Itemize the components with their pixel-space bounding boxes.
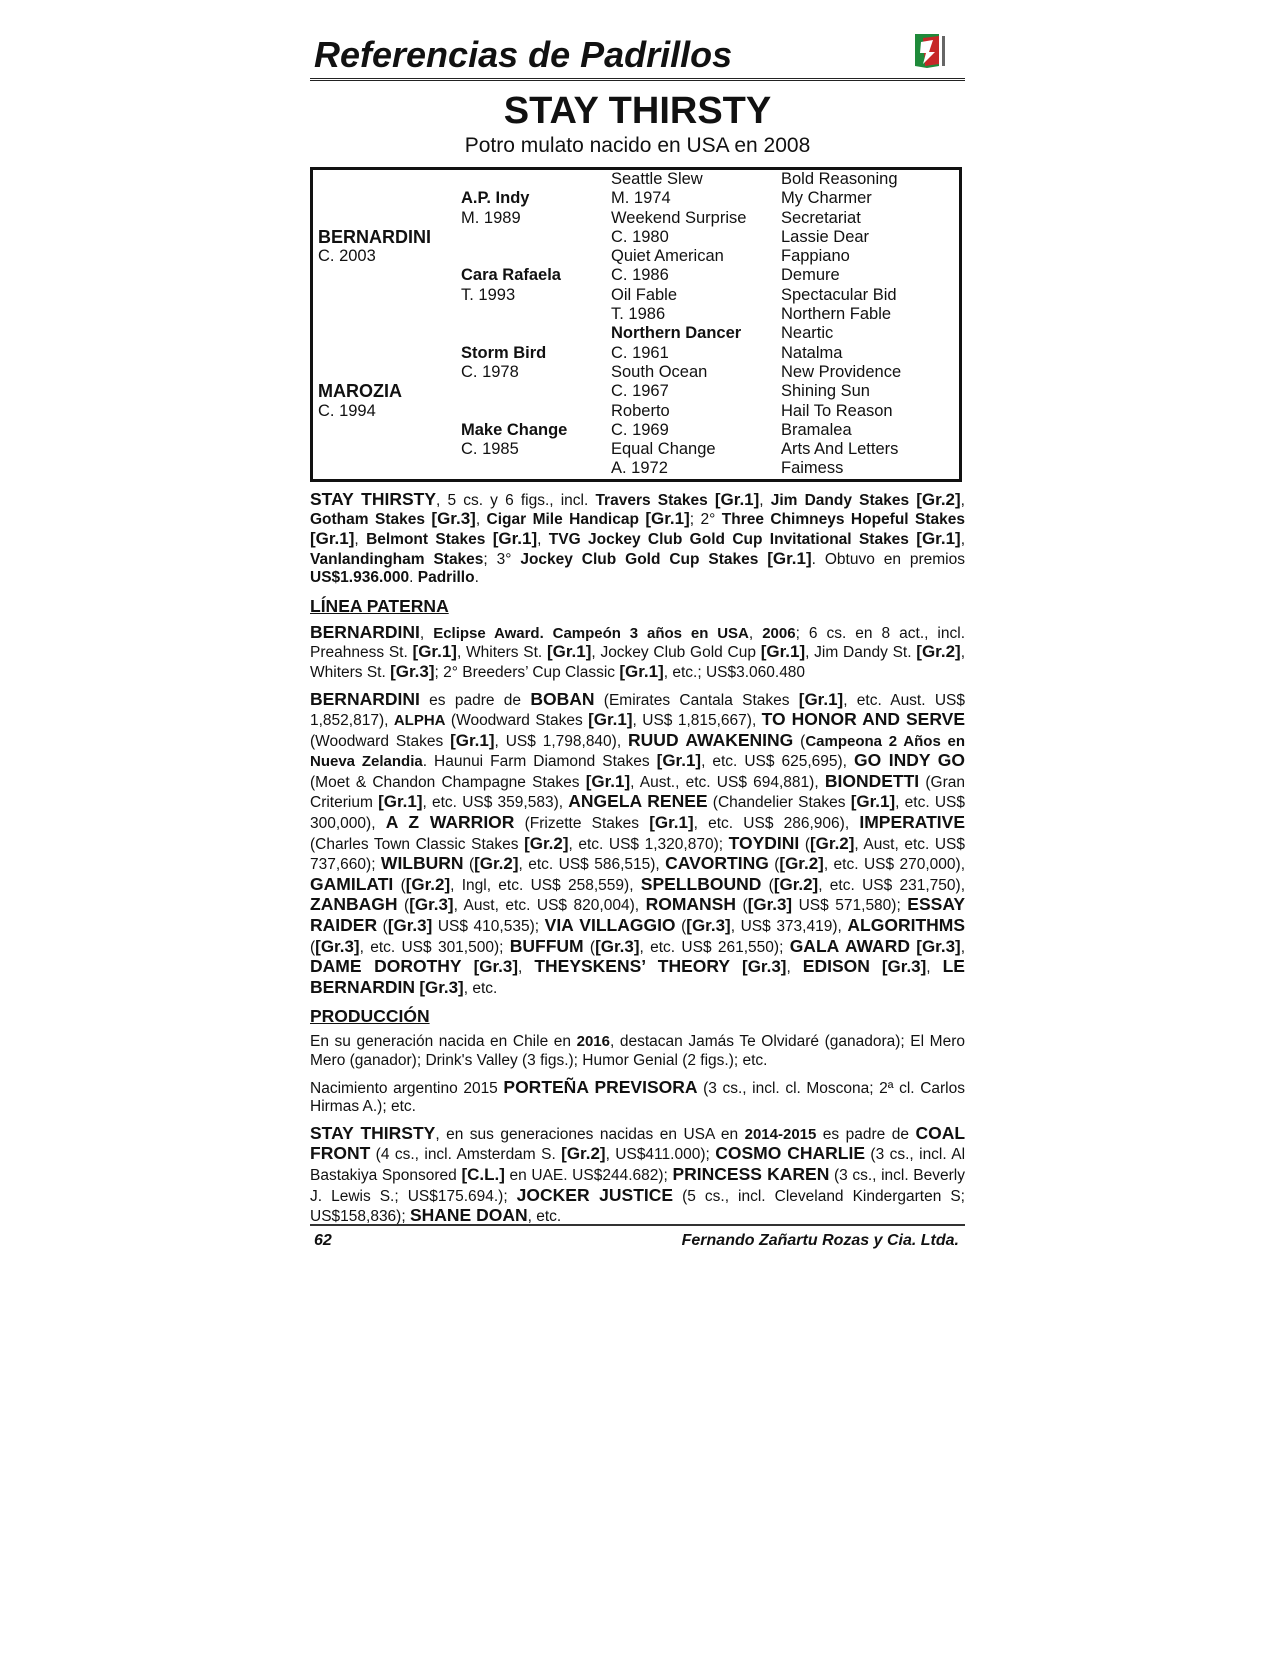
text-run: , <box>786 959 803 977</box>
horse-name: STAY THIRSTY <box>503 90 772 132</box>
grade-label: [Gr.1] <box>378 792 423 812</box>
pedigree-dam-dam-info: C. 1985 <box>461 440 519 459</box>
pedigree-sire-info: C. 2003 <box>318 247 376 266</box>
pedigree-cell: New Providence <box>781 362 902 381</box>
text-run: . Haunui Farm Diamond Stakes <box>422 753 657 771</box>
pedigree-cell: Roberto <box>611 401 670 420</box>
grade-label: [Gr.2] <box>474 854 519 874</box>
pedigree-dam-dam: Make Change <box>461 420 568 439</box>
footer-company: Fernando Zañartu Rozas y Cia. Ltda. <box>681 1232 959 1249</box>
text-run: ( <box>397 897 410 915</box>
horse-name-ref: GAMILATI <box>310 873 394 894</box>
pedigree-cell: Northern Dancer <box>611 324 742 343</box>
pedigree-sire-sire: A.P. Indy <box>461 189 530 208</box>
grade-label: [Gr.2] <box>779 854 824 874</box>
text-run: ( <box>736 897 748 915</box>
text-run: , etc. US$ 359,583), <box>422 794 569 812</box>
horse-name-ref: GALA AWARD <box>789 935 910 956</box>
text-run: Campeona 2 Años en Nueva Zelandia <box>310 732 966 771</box>
horse-name-ref: DAME DOROTHY <box>310 956 462 977</box>
page-content <box>310 28 965 1234</box>
text-run: ( <box>463 856 475 874</box>
horse-name-ref: SPELLBOUND <box>640 873 762 894</box>
grade-label: [Gr.3] <box>315 936 360 956</box>
text-run: (Woodward Stakes <box>310 732 451 750</box>
text-run: (Frizette Stakes <box>514 815 650 833</box>
grade-label: [Gr.2] <box>773 874 819 894</box>
horse-name-ref: RUUD AWAKENING <box>628 729 794 750</box>
text-run: 2014-2015 <box>744 1125 817 1143</box>
pedigree-cell: M. 1974 <box>611 189 671 208</box>
text-run: (Charles Town Classic Stakes <box>310 835 525 853</box>
logo-icon <box>909 32 951 70</box>
grade-label: [Gr.3] <box>387 916 433 936</box>
pedigree-cell: Demure <box>781 266 840 285</box>
grade-label: [Gr.2] <box>561 1144 606 1164</box>
text-run: ( <box>393 876 406 894</box>
horse-name-ref: TO HONOR AND SERVE <box>761 709 965 730</box>
text-run: ( <box>675 918 687 936</box>
pedigree-cell: South Ocean <box>611 362 708 381</box>
horse-name-ref: LE BERNARDIN <box>310 956 965 997</box>
text-run: , etc. US$ 286,906), <box>693 815 860 833</box>
horse-name-ref: ROMANSH <box>645 894 736 915</box>
grade-label: [Gr.3] <box>916 936 961 956</box>
text-run: (5 cs., incl. Cleveland Kindergarten S; US$158,836); <box>310 1187 965 1226</box>
horse-name-ref: ALGORITHMS <box>847 915 966 936</box>
text-run: ( <box>583 938 596 956</box>
text-run: (4 cs., incl. Amsterdam S. <box>370 1146 562 1164</box>
text-run: ( <box>377 918 388 936</box>
horse-name-ref: THEYSKENS’ THEORY <box>534 956 731 977</box>
text-run: (3 cs., incl. Beverly J. Lewis S.; US$175.694.); <box>310 1166 965 1205</box>
text-run <box>870 959 882 976</box>
pedigree-cell: C. 1969 <box>611 420 669 439</box>
pedigree-cell: Weekend Surprise <box>611 208 747 227</box>
pedigree-cell: Quiet American <box>611 247 724 266</box>
grade-label: [Gr.3] <box>686 916 731 936</box>
horse-name-ref: TOYDINI <box>728 832 800 853</box>
grade-label: [Gr.1] <box>649 813 694 833</box>
text-run: , US$ 373,419), <box>730 918 848 936</box>
grade-label: [Gr.2] <box>405 874 451 894</box>
text-run: , etc. US$ 1,320,870); <box>568 835 729 853</box>
text-run: ( <box>799 835 811 853</box>
text-run: , etc. US$ 300,000), <box>310 794 966 833</box>
section-title-paternal: LÍNEA PATERNA <box>310 595 449 616</box>
text-run <box>462 959 474 976</box>
pedigree-sire-dam-info: T. 1993 <box>461 285 516 304</box>
horse-subtitle: Potro mulato nacido en USA en 2008 <box>464 134 811 157</box>
production-chile: En su generación nacida en Chile en 2016, destacan Jamás Te Olvidaré (ganadora); El Mero Mero (ganador); Drink's Valley (3 figs.); Humor Genial (2 figs.); etc. <box>310 1033 965 1069</box>
pedigree-cell: Hail To Reason <box>781 401 893 420</box>
text-run: , etc. <box>527 1208 562 1226</box>
text-run: (3 cs., incl. Al Bastakiya Sponsored <box>310 1146 966 1184</box>
pedigree-cell: T. 1986 <box>611 305 666 324</box>
horse-name-ref: BOBAN <box>530 688 595 709</box>
text-run: , US$ 1,815,667), <box>632 712 762 730</box>
grade-label: [Gr.3] <box>409 895 454 915</box>
grade-label: [Gr.1] <box>656 751 702 771</box>
pedigree-cell: Arts And Letters <box>781 440 899 459</box>
horse-name-ref: BUFFUM <box>509 935 584 956</box>
horse-name-ref: VIA VILLAGGIO <box>544 915 676 936</box>
text-run: , Aust., etc. US$ 694,881), <box>630 773 825 791</box>
pedigree-cell: Bramalea <box>781 420 852 439</box>
horse-name-ref: BIONDETTI <box>824 770 920 791</box>
pedigree-cell: Neartic <box>781 324 834 343</box>
grade-label: [Gr.3] <box>747 895 793 915</box>
horse-name-ref: ANGELA RENEE <box>568 791 708 812</box>
text-run: , etc. US$ 625,695), <box>701 753 854 771</box>
page-footer <box>310 1224 965 1254</box>
text-run: (Woodward Stakes <box>445 712 589 730</box>
grade-label: [Gr.2] <box>524 833 569 853</box>
grade-label: [Gr.1] <box>450 730 495 750</box>
text-run: (Gran Criterium <box>310 773 965 812</box>
text-run: ( <box>310 938 316 956</box>
horse-name-ref: SHANE DOAN <box>409 1205 528 1226</box>
horse-name-ref: WILBURN <box>380 853 464 874</box>
page-header <box>310 28 965 81</box>
production-usa <box>310 1124 965 1227</box>
pedigree-sire-dam: Cara Rafaela <box>461 266 561 285</box>
pedigree-cell: Shining Sun <box>781 382 870 401</box>
bernardini-record: BERNARDINI, Eclipse Award. Campeón 3 años en USA, 2006; 6 cs. en 8 act., incl. Preahness St. [Gr.1], Whiters St. [Gr.1], Jockey Club Gold Cup [Gr.1], Jim Dandy St. [Gr.2], Whiters St. [Gr.3]; 2° Breeders’ Cup Classic [Gr.1], etc.; US$3.060.480 <box>310 621 965 681</box>
pedigree-cell: C. 1967 <box>611 382 669 401</box>
text-run: , Aust, etc. US$ 737,660); <box>310 835 966 874</box>
text-run: , etc. US$ 231,750), <box>818 876 966 894</box>
text-run: , <box>926 959 943 977</box>
grade-label: [Gr.3] <box>419 977 464 997</box>
text-run: es padre de <box>419 691 531 709</box>
pedigree-sire-sire-info: M. 1989 <box>461 208 521 227</box>
text-run: ( <box>761 876 774 894</box>
horse-name-ref: ESSAY RAIDER <box>310 894 966 936</box>
pedigree-cell: Natalma <box>781 343 843 362</box>
text-run: ALPHA <box>393 712 446 730</box>
text-run: ( <box>768 856 780 874</box>
pedigree-cell: Fappiano <box>781 247 850 266</box>
text-run: es padre de <box>816 1125 916 1143</box>
text-run: , etc. <box>463 979 498 997</box>
grade-label: [Gr.3] <box>595 936 640 956</box>
horse-name-ref: COAL FRONT <box>310 1122 966 1164</box>
pedigree-table <box>310 167 962 482</box>
horse-name-ref: STAY THIRSTY <box>310 1122 436 1143</box>
page-number: 62 <box>314 1232 332 1249</box>
text-run <box>730 959 742 976</box>
horse-name-ref: COSMO CHARLIE <box>715 1143 866 1164</box>
production-argentina: Nacimiento argentino 2015 PORTEÑA PREVISORA (3 cs., incl. cl. Moscona; 2ª cl. Carlos Hirmas A.); etc. <box>310 1076 965 1116</box>
text-run: , Aust, etc. US$ 820,004), <box>453 897 646 915</box>
horse-name-ref: ZANBAGH <box>310 894 398 915</box>
pedigree-cell: Equal Change <box>611 440 716 459</box>
text-run: en UAE. US$244.682); <box>504 1166 673 1184</box>
bernardini-progeny <box>310 690 965 999</box>
pedigree-dam-info: C. 1994 <box>318 401 376 420</box>
text-run: , etc. US$ 270,000), <box>823 856 966 874</box>
race-record: STAY THIRSTY, 5 cs. y 6 figs., incl. Travers Stakes [Gr.1], Jim Dandy Stakes [Gr.2], Gotham Stakes [Gr.3], Cigar Mile Handicap [Gr.1]; 2° Three Chimneys Hopeful Stakes [Gr.1], Belmont Stakes [Gr.1], TVG Jockey Club Gold Cup Invitational Stakes [Gr.1], Vanlandingham Stakes; 3° Jockey Club Gold Cup Stakes [Gr.1]. Obtuvo en premios US$1.936.000. Padrillo. <box>310 488 965 587</box>
text-run: US$ 410,535); <box>432 918 545 936</box>
text-run: , US$ 1,798,840), <box>494 732 629 750</box>
pedigree-dam: MAROZIA <box>318 381 402 402</box>
grade-label: [Gr.1] <box>798 689 844 709</box>
text-run: ( <box>793 732 806 750</box>
grade-label: [Gr.3] <box>473 957 519 977</box>
horse-name-ref: A Z WARRIOR <box>385 812 515 833</box>
text-run: , etc. US$ 301,500); <box>359 938 510 956</box>
pedigree-cell: Faimess <box>781 459 844 478</box>
horse-name-ref: BERNARDINI <box>310 688 420 709</box>
pedigree-cell: Lassie Dear <box>781 227 870 246</box>
horse-name-ref: JOCKER JUSTICE <box>516 1184 674 1205</box>
text-run: , etc. US$ 586,515), <box>518 856 666 874</box>
pedigree-cell: C. 1986 <box>611 266 669 285</box>
header-title: Referencias de Padrillos <box>314 34 733 75</box>
text-run: US$ 571,580); <box>792 897 908 915</box>
text-run: , en sus generaciones nacidas en USA en <box>435 1125 745 1143</box>
text-run: , etc. Aust. US$ 1,852,817), <box>310 691 965 730</box>
pedigree-cell: Secretariat <box>781 208 861 227</box>
pedigree-cell: Seattle Slew <box>611 170 703 188</box>
horse-name-ref: CAVORTING <box>665 853 769 874</box>
text-run: , US$411.000); <box>605 1146 716 1164</box>
grade-label: [Gr.1] <box>585 771 631 791</box>
horse-name-ref: EDISON <box>802 956 870 977</box>
pedigree-dam-sire: Storm Bird <box>461 343 547 362</box>
text-run: , etc. US$ 261,550); <box>639 938 790 956</box>
text-run: , Ingl, etc. US$ 258,559), <box>450 876 641 894</box>
pedigree-cell: C. 1980 <box>611 227 669 246</box>
pedigree-cell: My Charmer <box>781 189 872 208</box>
pedigree-sire: BERNARDINI <box>318 226 432 247</box>
grade-label: [Gr.1] <box>850 792 896 812</box>
grade-label: [C.L.] <box>461 1164 505 1184</box>
text-run: , <box>960 938 965 956</box>
text-run: (Emirates Cantala Stakes <box>594 691 799 709</box>
grade-label: [Gr.3] <box>881 957 927 977</box>
horse-name-ref: GO INDY GO <box>853 750 965 771</box>
pedigree-cell: Spectacular Bid <box>781 285 897 304</box>
pedigree-dam-sire-info: C. 1978 <box>461 362 519 381</box>
pedigree-cell: Oil Fable <box>611 285 678 304</box>
grade-label: [Gr.1] <box>588 710 633 730</box>
pedigree-cell: Northern Fable <box>781 305 892 324</box>
pedigree-cell: A. 1972 <box>611 459 668 478</box>
text-run: (Moet & Chandon Champagne Stakes <box>310 773 586 791</box>
horse-name-ref: IMPERATIVE <box>859 812 965 833</box>
text-run: (Chandelier Stakes <box>707 794 851 812</box>
pedigree-cell: C. 1961 <box>611 343 669 362</box>
section-title-production: PRODUCCIÓN <box>310 1006 430 1027</box>
text-run: , <box>518 959 535 977</box>
grade-label: [Gr.2] <box>810 833 855 853</box>
pedigree-cell: Bold Reasoning <box>781 170 898 188</box>
grade-label: [Gr.3] <box>742 957 787 977</box>
horse-name-ref: PRINCESS KAREN <box>672 1163 830 1184</box>
